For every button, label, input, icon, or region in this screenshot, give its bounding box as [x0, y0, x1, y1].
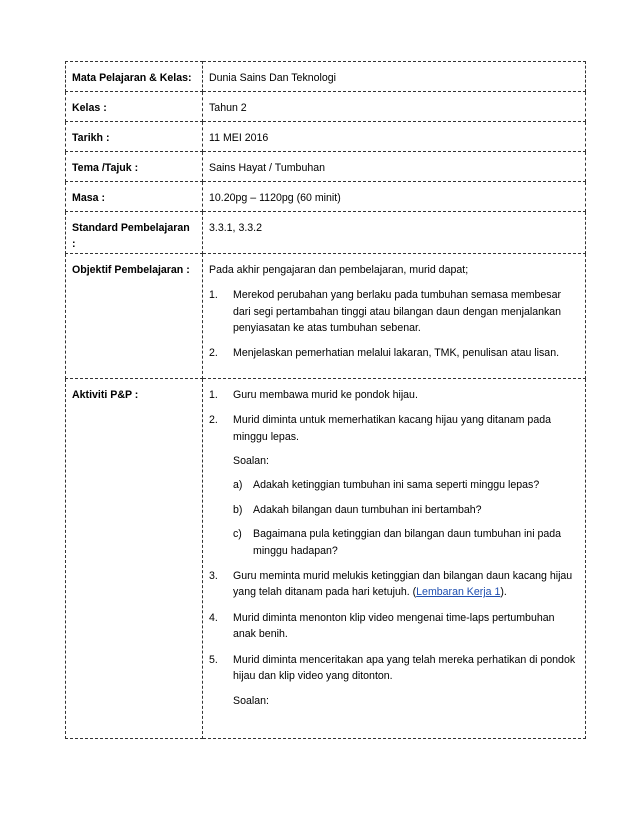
class-label: Kelas :: [66, 92, 203, 122]
standard-value: 3.3.1, 3.3.2: [203, 212, 586, 254]
class-value: Tahun 2: [203, 92, 586, 122]
date-row: [66, 122, 586, 152]
activity-text: Guru meminta murid melukis ketinggian dan bilangan daun kacang hijau yang telah ditanam pada hari ketujuh. (: [233, 570, 573, 599]
activities-label: Aktiviti P&P :: [66, 378, 203, 738]
objective-number: 2.: [209, 347, 218, 360]
date-value: 11 MEI 2016: [203, 122, 586, 152]
theme-row: [66, 152, 586, 182]
theme-label: Tema /Tajuk :: [66, 152, 203, 182]
subject-row: [66, 62, 586, 92]
question-letter: b): [233, 503, 243, 516]
activity-item: [209, 412, 579, 445]
lesson-plan-table: [65, 61, 586, 739]
questions-heading: Soalan:: [233, 455, 269, 468]
activity-item: [209, 387, 579, 403]
time-label: Masa :: [66, 182, 203, 212]
objectives-intro: Pada akhir pengajaran dan pembelajaran, murid dapat;: [209, 263, 469, 276]
activity-number: 3.: [209, 570, 218, 583]
activity-text: Murid diminta untuk memerhatikan kacang hijau yang ditanam pada minggu lepas.: [233, 414, 551, 443]
activities-row: [66, 378, 586, 738]
objectives-row: [66, 253, 586, 378]
objectives-cell: [203, 253, 586, 378]
objective-item: [209, 345, 579, 361]
activity-text: Murid diminta menceritakan apa yang telah mereka perhatikan di pondok hijau dan klip video yang ditonton.: [233, 653, 576, 683]
activities-cell: [203, 378, 586, 738]
question-letter: c): [233, 528, 242, 541]
question-text: Bagaimana pula ketinggian dan bilangan daun tumbuhan ini pada minggu hadapan?: [253, 528, 562, 557]
standard-label: Standard Pembelajaran :: [66, 212, 203, 254]
activity-number: 5.: [209, 653, 218, 666]
activity-text-end: ).: [500, 586, 507, 599]
question-item: [233, 477, 579, 493]
theme-value: Sains Hayat / Tumbuhan: [203, 152, 586, 182]
question-item: [233, 502, 579, 518]
questions-heading: Soalan:: [233, 694, 269, 707]
question-text: Adakah ketinggian tumbuhan ini sama seperti minggu lepas?: [253, 479, 540, 492]
class-row: [66, 92, 586, 122]
activity-item: [209, 652, 579, 685]
activity-text-with-link: [233, 568, 579, 601]
objective-text: Menjelaskan pemerhatian melalui lakaran, TMK, penulisan atau lisan.: [233, 347, 560, 360]
question-letter: a): [233, 479, 243, 492]
time-value: 10.20pg – 1120pg (60 minit): [203, 182, 586, 212]
subject-label: Mata Pelajaran & Kelas:: [66, 62, 203, 92]
question-item: [233, 526, 579, 559]
date-label: Tarikh :: [66, 122, 203, 152]
question-text: Adakah bilangan daun tumbuhan ini bertambah?: [253, 503, 482, 516]
subject-value: Dunia Sains Dan Teknologi: [203, 62, 586, 92]
objectives-label: Objektif Pembelajaran :: [66, 253, 203, 378]
activity-number: 4.: [209, 611, 218, 624]
time-row: [66, 182, 586, 212]
activity-text: Guru membawa murid ke pondok hijau.: [233, 388, 418, 401]
objective-item: [209, 287, 579, 336]
activity-text: Murid diminta menonton klip video mengenai time-laps pertumbuhan anak benih.: [233, 611, 555, 641]
standard-row: [66, 212, 586, 254]
activity-item: [209, 610, 579, 643]
objective-number: 1.: [209, 289, 218, 302]
activity-number: 2.: [209, 414, 218, 427]
activity-item: [209, 568, 579, 601]
worksheet-link[interactable]: Lembaran Kerja 1: [416, 586, 501, 599]
objective-text: Merekod perubahan yang berlaku pada tumbuhan semasa membesar dari segi pertambahan tinggi atau bilangan daun dengan menjalankan penyiasatan ke atas tumbuhan sebenar.: [233, 289, 562, 335]
activity-number: 1.: [209, 388, 218, 401]
